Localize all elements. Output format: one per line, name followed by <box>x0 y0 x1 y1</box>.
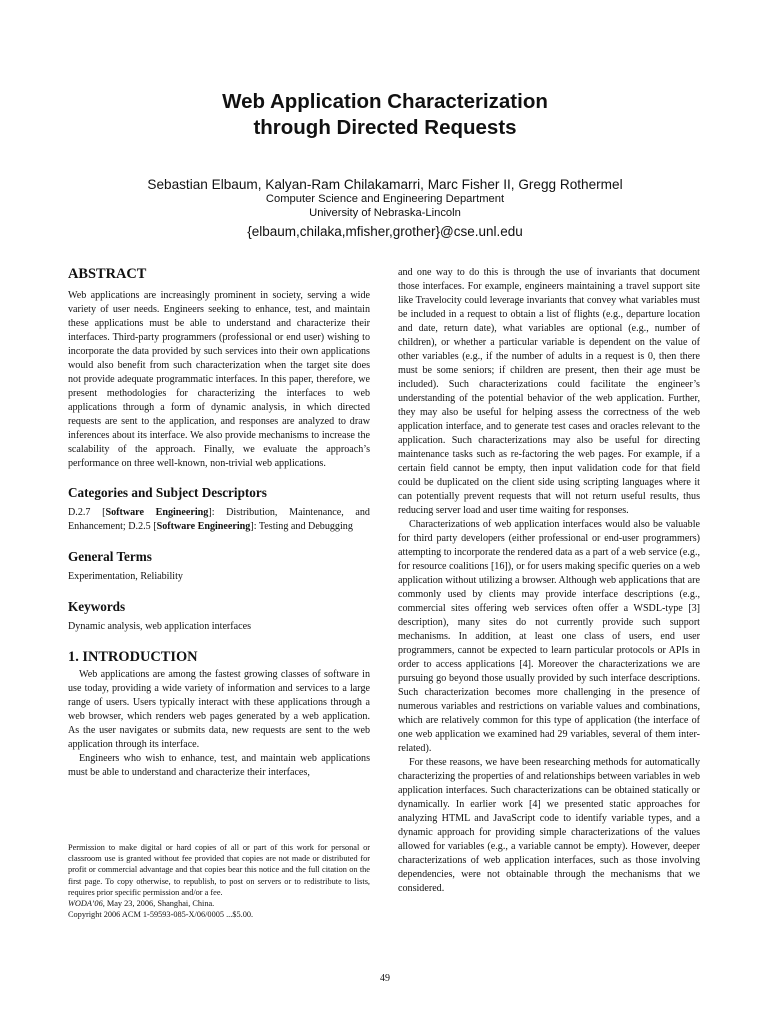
introduction-paragraph-1: Web applications are among the fastest growing classes of software in use today, providing a wide variety of information and services to a large range of users. Users typically interact with these applications through a web browser, which renders web pages generated by a web application. As the user navigates or submits data, new requests are sent to the web application through its interface. <box>68 669 370 750</box>
categories-bold-2: Software Engineering <box>156 521 251 532</box>
paper-title-line-1: Web Application Characterization <box>222 90 548 113</box>
permission-footnote <box>68 842 370 920</box>
general-terms-heading: General Terms <box>68 549 152 564</box>
right-paragraph-2: Characterizations of web application interfaces would also be valuable for third party developers (either professional or end-user programmers) attempting to incorporate the rendered data as a part of a web service (e.g., for resource coalitions [16]), or for users making specific queries on a web application without utilizing a browser. Although web applications that are commonly used by clients may provide interface descriptions (e.g., commercial sites offering web services often offer a WSDL-type [3] description), many sites do not currently provide such support mechanisms. In addition, at least one class of users, end user programmers, cannot be expected to learn particular protocols or APIs in order to access applications [4]. Moreover the characterizations we are pursuing go beyond those usually provided by such interface descriptions. Such characterization becomes more challenging in the presence of numerous variables and restrictions on variable values and combinations, which are relatively common for this type of application (the interface of one web application we examined had 29 variables, several of them inter-related). <box>398 519 700 754</box>
venue-details: May 23, 2006, Shanghai, China. <box>104 899 215 909</box>
author-email: {elbaum,chilaka,mfisher,grother}@cse.unl.edu <box>247 224 523 239</box>
general-terms-text: Experimentation, Reliability <box>68 571 183 582</box>
paper-title-line-2: through Directed Requests <box>253 116 517 139</box>
introduction-heading: 1. INTRODUCTION <box>68 649 198 665</box>
right-paragraph-3: For these reasons, we have been researching methods for automatically characterizing the properties of and relationships between variables in web application interfaces. Such characterizations can be obtained statically or dynamically. In earlier work [4] we presented static approaches for analyzing HTML and JavaScript code to identify variable types, and a dynamic approach for providing simple characterizations of the values allowed for variables (e.g., a variable cannot be empty). However, deeper characterizations of web application interfaces, such as those involving dependencies, were not obtainable through the mechanisms that we considered. <box>398 757 700 894</box>
venue-line <box>68 898 370 909</box>
keywords-text: Dynamic analysis, web application interfaces <box>68 621 252 632</box>
categories-bold-1: Software Engineering <box>105 507 209 518</box>
abstract-heading: ABSTRACT <box>68 266 147 282</box>
page-number: 49 <box>380 973 390 984</box>
department: Computer Science and Engineering Department <box>265 193 505 205</box>
categories-text <box>68 506 370 534</box>
venue-name: WODA’06, <box>68 899 105 909</box>
author-list: Sebastian Elbaum, Kalyan-Ram Chilakamarri, Marc Fisher II, Gregg Rothermel <box>147 177 623 192</box>
right-column <box>398 266 700 896</box>
left-column <box>68 265 370 780</box>
categories-heading: Categories and Subject Descriptors <box>68 485 267 500</box>
university: University of Nebraska-Lincoln <box>309 207 461 219</box>
categories-rest-1: ]: Distribution, Maintenance, and Enhancement; D.2.5 [ <box>68 507 370 532</box>
permission-text: Permission to make digital or hard copies of all or part of this work for personal or classroom use is granted without fee provided that copies are not made or distributed for profit or commercial advantage and that copies bear this notice and the full citation on the first page. To copy otherwise, to republish, to post on servers or to redistribute to lists, requires prior specific permission and/or a fee. <box>68 843 370 897</box>
abstract-text: Web applications are increasingly prominent in society, serving a wide variety of user needs. Engineers seeking to enhance, test, and maintain these applications must be able to understand and characterize their interfaces. Third-party programmers (professional or end user) wishing to incorporate the data provided by such services into their own applications would also benefit from such characterization when the target site does not provide adequate programmatic interfaces. In this paper, therefore, we present methodologies for characterizing the interfaces to web applications through a form of dynamic analysis, in which directed requests are sent to the application, and responses are analyzed to draw inferences about its interface. We also provide mechanisms to increase the scalability of the approach. Finally, we evaluate the approach’s performance on three well-known, non-trivial web applications. <box>68 290 370 469</box>
keywords-heading: Keywords <box>68 599 126 614</box>
introduction-paragraph-2: Engineers who wish to enhance, test, and maintain web applications must be able to understand and characterize their interfaces, <box>68 753 370 778</box>
right-paragraph-1: and one way to do this is through the use of invariants that document those interfaces. For example, engineers maintaining a travel support site like Travelocity could leverage invariants that convey what variables must be included in a request to obtain a list of flights (e.g., departure location and date, return date), what variables are optional (e.g., number of children), or whether a particular variable is dependent on the value of other variables (e.g., if the number of adults in a request is 0, then there must be some seniors; if children are present, then their age must be included). Such characterizations could facilitate the engineer’s understanding of the potential behavior of the web application. Further, they may also be useful for helping assess the correctness of the web application interface, and to generate test cases and oracles relevant to the application. Such characterizations may also be useful for directing maintenance tasks such as re-factoring the web pages. For example, if a certain field cannot be empty, then input validation code for that field could be duplicated on the client side using scripting languages where it can potentially prevent requests that will not return useful results, thus reducing server load and user time waiting for responses. <box>398 267 700 516</box>
categories-code: D.2.7 [ <box>68 507 106 518</box>
copyright-line: Copyright 2006 ACM 1-59593-085-X/06/0005 ...$5.00. <box>68 910 254 920</box>
categories-rest-2: ]: Testing and Debugging <box>250 521 353 532</box>
